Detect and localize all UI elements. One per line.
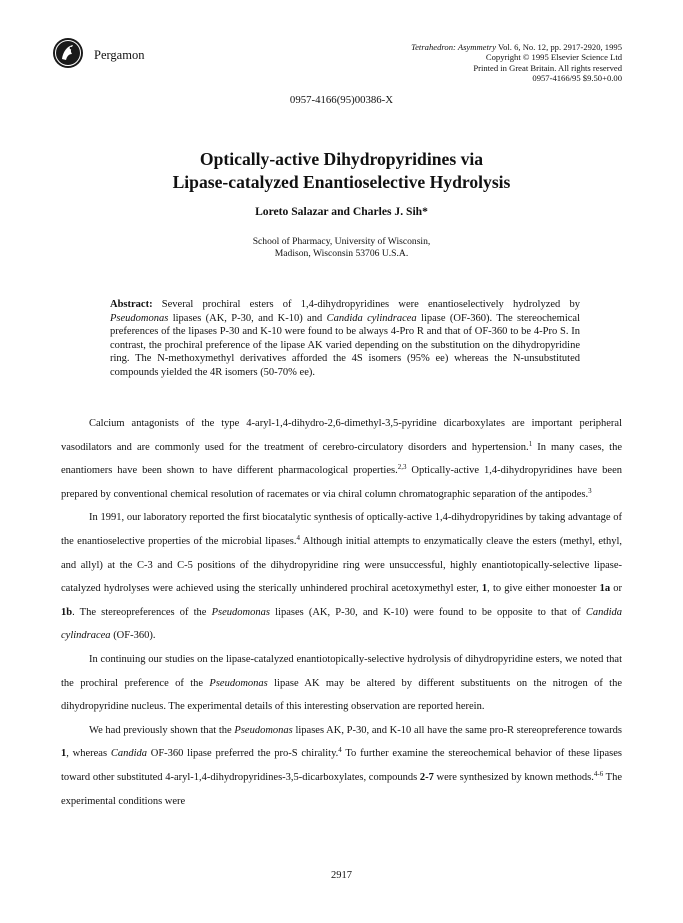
body-text: lipases AK, P-30, and K-10 all have the same pro-R stereopreference towards (292, 724, 622, 736)
paragraph (61, 719, 622, 813)
paragraph (61, 506, 622, 648)
body-text: In many cases, the enantiomers have been shown to have different pharmacological properties. (61, 441, 622, 477)
journal-meta (322, 42, 622, 84)
body-text: lipases (AK, P-30, and K-10) were found to be opposite to that of (269, 606, 586, 618)
citation-ref: 2,3 (397, 463, 407, 472)
body-text: or (610, 583, 623, 595)
citation-ref: 4 (296, 533, 300, 542)
abstract-text: lipase (OF-360). The stereochemical preferences of the lipases P-30 and K-10 were found to be always 4-Pro R and that of OF-360 to be 4-Pro S. In contrast, the prochiral preference of the lipase AK varied depending on the substitution on the dihydropyridine ring. The N-methoxymethyl derivatives afforded the 4S isomers (95% ee) whereas the N-unsubstituted compounds yielded the 4R isomers (50-70% ee). (110, 312, 580, 378)
body-text: Optically-active 1,4-dihydropyridines have been prepared by conventional chemical resolution of racemates or via chiral column chromatographic separation of the antipodes. (61, 465, 622, 500)
copyright-line: Copyright © 1995 Elsevier Science Ltd (485, 52, 622, 63)
body-text: . The stereopreferences of the (72, 606, 212, 618)
article-title (0, 148, 683, 194)
affiliation (0, 236, 683, 261)
body-text: We had previously shown that the (89, 724, 235, 736)
body-text: were synthesized by known methods. (433, 771, 594, 783)
journal-name: Tetrahedron: Asymmetry (411, 42, 497, 52)
body-text: Pseudomonas (211, 606, 270, 618)
citation-ref: 4-6 (593, 769, 604, 778)
body-text: OF-360 lipase preferred the pro-S chirality. (146, 748, 339, 760)
compound-ref: 1 (481, 583, 488, 595)
compound-ref: 1a (599, 583, 611, 595)
abstract-text: lipases (AK, P-30, and K-10) and (168, 312, 327, 324)
body-text: , whereas (66, 748, 111, 760)
citation-ref: 1 (528, 439, 533, 448)
abstract-text: Several prochiral esters of 1,4-dihydropyridines were enantioselectively hydrolyzed by (152, 299, 580, 310)
body-text: To further examine the stereochemical behavior of these lipases toward other substituted 4-aryl-1,4-dihydropyridines-3,5-dicarboxylates, compounds (61, 748, 622, 783)
body-text: The experimental conditions were (61, 771, 622, 807)
body-text: Calcium antagonists of the type 4-aryl-1,4-dihydro-2,6-dimethyl-3,5-pyridine dicarboxylates are important peripheral vasodilators and are commonly used for the treatment of cerebro-circulatory disorders and hypertension. (61, 418, 622, 453)
body-text: Pseudomonas (234, 724, 293, 736)
affiliation-line-2: Madison, Wisconsin 53706 U.S.A. (274, 248, 409, 260)
article-code: 0957-4166(95)00386-X (289, 94, 394, 106)
compound-ref: 1 (61, 748, 67, 760)
body-text: , to give either monoester (487, 583, 600, 595)
abstract (110, 298, 580, 380)
body-text: In continuing our studies on the lipase-catalyzed enantiotopically-selective hydrolysis of dihydropyridine esters, we noted that the prochiral preference of the (61, 653, 622, 689)
affiliation-line-1: School of Pharmacy, University of Wisconsin, (252, 236, 431, 247)
citation-line (322, 42, 622, 52)
authors: Loreto Salazar and Charles J. Sih* (255, 205, 428, 218)
article-body (61, 412, 622, 813)
body-text: (OF-360). (110, 630, 156, 642)
body-text: In 1991, our laboratory reported the first biocatalytic synthesis of optically-active 1,4-dihydropyridines by taking advantage of the enantioselective properties of the microbial lipases. (61, 512, 622, 547)
citation-ref: 3 (588, 486, 592, 495)
compound-ref: 2-7 (419, 771, 434, 783)
body-text: lipase AK may be altered by different substituents on the nitrogen of the dihydropyridine nucleus. The experimental details of this interesting observation are reported herein. (61, 677, 622, 713)
title-line-1: Optically-active Dihydropyridines via (199, 149, 484, 169)
paragraph (61, 412, 622, 506)
body-text: Pseudomonas (209, 677, 268, 689)
price-line: 0957-4166/95 $9.50+0.00 (532, 73, 622, 84)
volume-info: Vol. 6, No. 12, pp. 2917-2920, 1995 (496, 42, 622, 52)
paragraph (61, 648, 622, 719)
page-number: 2917 (331, 870, 352, 881)
body-text: Although initial attempts to enzymatically cleave the esters (methyl, ethyl, and allyl) at the C-3 and C-5 positions of the dihydropyridine ring were unsuccessful, highly enantiotopically-selective lipase-catalyzed hydrolyses were achieved using the sterically unhindered prochiral acetoxymethyl ester, (61, 535, 622, 595)
citation-ref: 4 (338, 746, 342, 755)
body-text: Candida (110, 748, 147, 760)
abstract-text: Pseudomonas (110, 312, 169, 324)
compound-ref: 1b (61, 606, 73, 618)
title-line-2: Lipase-catalyzed Enantioselective Hydrolysis (172, 172, 511, 192)
publisher-name: Pergamon (94, 48, 145, 62)
printed-line: Printed in Great Britain. All rights reserved (473, 62, 622, 73)
abstract-text: Candida cylindracea (326, 312, 417, 324)
body-text: Candida cylindracea (61, 606, 622, 642)
abstract-label: Abstract: (110, 299, 153, 310)
pergamon-logo (52, 37, 84, 69)
